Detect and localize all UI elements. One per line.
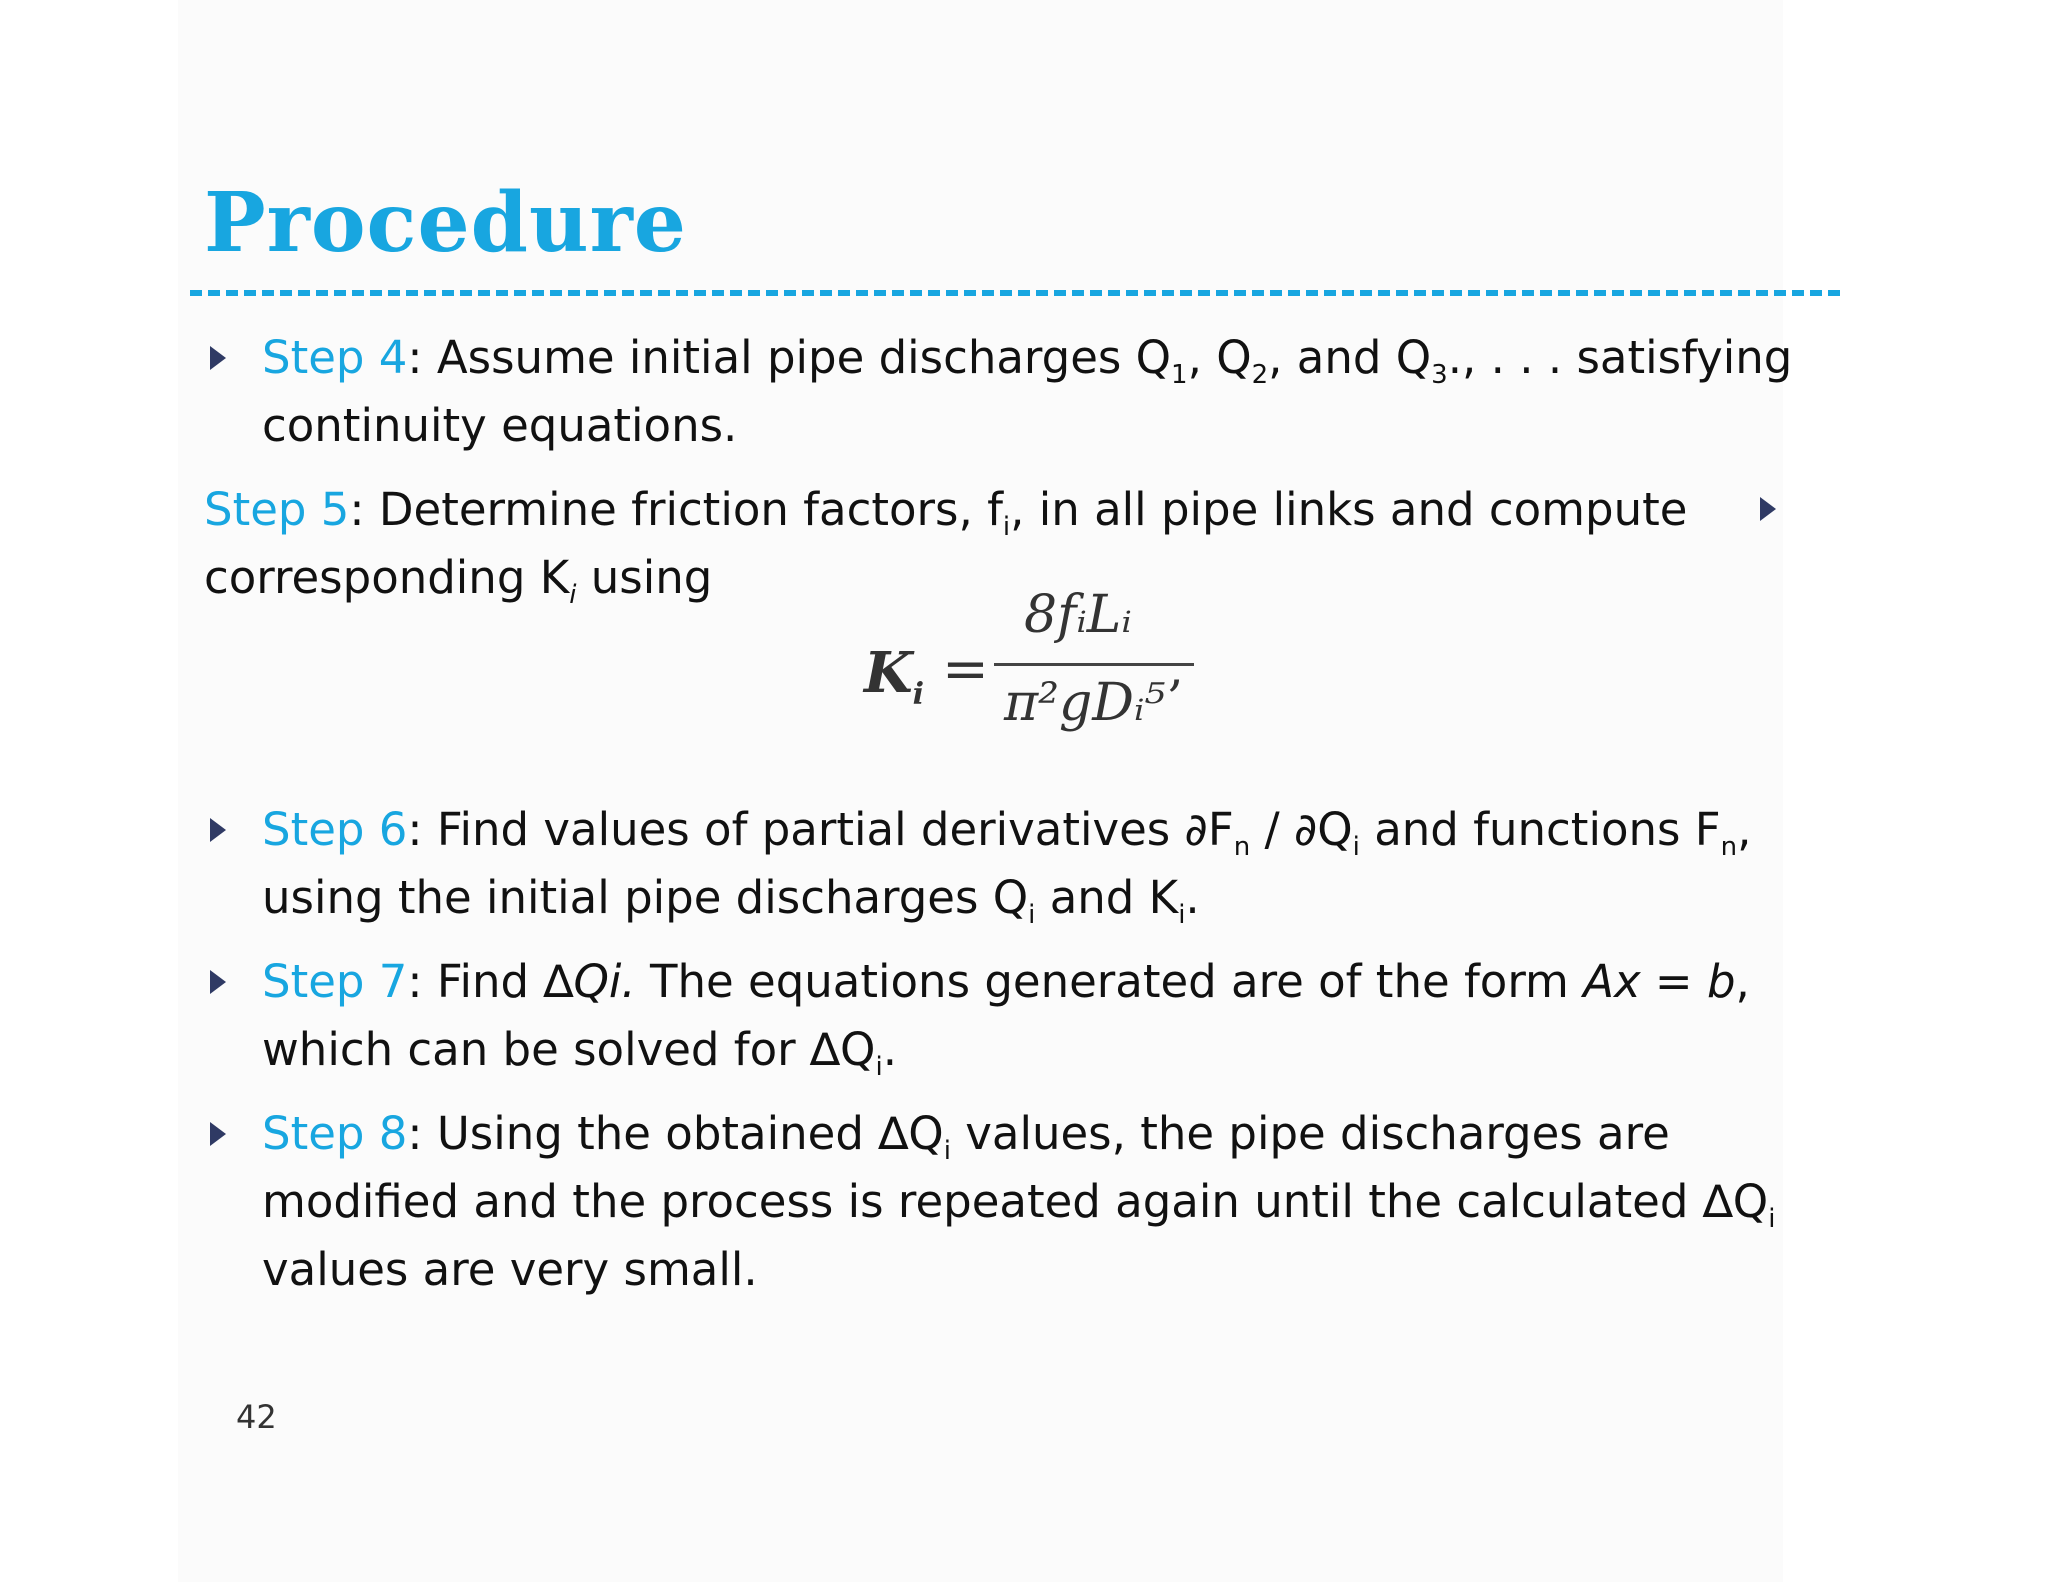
step-6-line-1: Step 6: Find values of partial derivatives $\partial F_n / \partial Q_i$ and functions $F_n$, <box>262 803 1752 862</box>
step-6-label: Step 6 <box>262 803 408 856</box>
formula-lhs: $K_i$ <box>864 640 925 713</box>
step-5-line-1: Step 5: Determine friction factors, $f_i$, in all pipe links and compute <box>204 483 1688 542</box>
step-4-label: Step 4 <box>262 331 408 384</box>
step-8-label: Step 8 <box>262 1107 408 1160</box>
step-8-line-1: Step 8: Using the obtained $\Delta Q_i$ values, the pipe discharges are <box>262 1107 1670 1166</box>
title-divider <box>190 290 1840 296</box>
step-7-line-1: Step 7: Find ∆Qi. The equations generated are of the form Ax = b, <box>262 955 1750 1008</box>
step-4-line-2: continuity equations. <box>262 399 738 452</box>
step-8-line-2: modified and the process is repeated again until the calculated $\Delta Q_i$ <box>262 1175 1776 1234</box>
page-number: 42 <box>236 1398 277 1436</box>
step-8-line-3: values are very small. <box>262 1243 758 1296</box>
formula-fraction-bar <box>994 663 1194 666</box>
step-6-line-2: using the initial pipe discharges $Q_i$ and $K_i$. <box>262 871 1200 930</box>
step-5-label: Step 5 <box>204 483 350 536</box>
bullet-arrow-icon <box>210 1122 226 1146</box>
slide-title: Procedure <box>204 175 687 271</box>
bullet-arrow-icon <box>210 818 226 842</box>
formula-denominator: π²gDᵢ⁵ <box>1004 673 1166 733</box>
friction-formula <box>864 585 1194 760</box>
formula-equals: = <box>942 637 989 702</box>
bullet-arrow-icon <box>210 346 226 370</box>
step-7-label: Step 7 <box>262 955 408 1008</box>
step-4-line-1: Step 4: Assume initial pipe discharges $Q_1$, $Q_2$, and $Q_3$., . . . satisfying <box>262 331 1793 390</box>
bullet-arrow-icon <box>210 970 226 994</box>
step-7-line-2: which can be solved for $\Delta Q_i$. <box>262 1023 898 1082</box>
formula-numerator: 8fᵢLᵢ <box>1024 585 1132 645</box>
step-5-line-2: corresponding $K_i$ using <box>204 551 713 610</box>
bullet-arrow-icon <box>1760 497 1776 521</box>
formula-comma: , <box>1168 639 1184 697</box>
